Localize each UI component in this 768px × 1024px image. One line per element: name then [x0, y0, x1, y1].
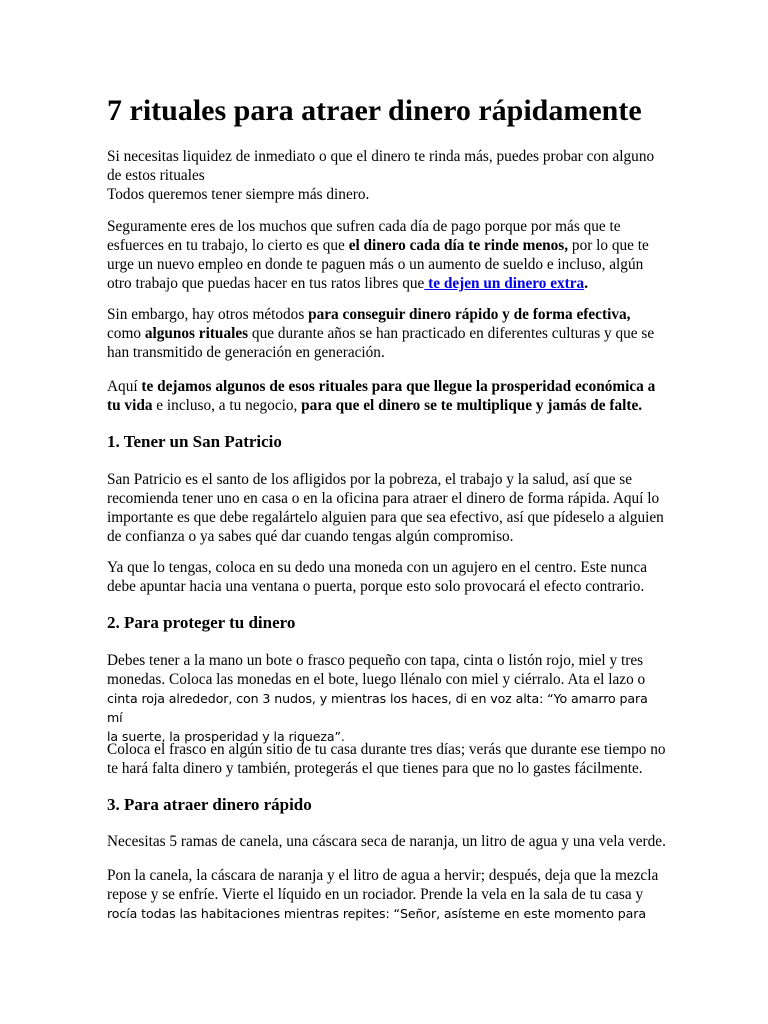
- paragraph-3-bold-2: algunos rituales: [144, 325, 249, 342]
- section-3-quote-line: rocía todas las habitaciones mientras repites: “Señor, asísteme en este momento para: [107, 906, 646, 921]
- paragraph-4: [107, 377, 667, 415]
- section-3-paragraph-1: Necesitas 5 ramas de canela, una cáscara seca de naranja, un litro de agua y una vela verde.: [107, 833, 666, 850]
- section-1-paragraph-1: San Patricio es el santo de los afligidos por la pobreza, el trabajo y la salud, así que se recomienda tener uno en casa o en la oficina para atraer el dinero de forma rápida. Aquí lo importante es que debe regalártelo alguien para que sea efectivo, así que pídeselo a alguien de confianza o ya sabes qué dar cuando tengas algún compromiso.: [107, 471, 664, 545]
- section-2-quote-line-2: la suerte, la prosperidad y la riqueza”.: [107, 729, 345, 744]
- article-title: 7 rituales para atraer dinero rápidamente: [107, 94, 642, 127]
- section-1-heading: 1. Tener un San Patricio: [107, 432, 282, 451]
- extra-money-link[interactable]: te dejen un dinero extra: [424, 275, 585, 292]
- paragraph-2: [107, 217, 667, 293]
- section-2-paragraph-2: Coloca el frasco en algún sitio de tu casa durante tres días; verás que durante ese tiempo no te hará falta dinero y también, protegerás el que tienes para que no lo gastes fácilmente.: [107, 741, 666, 777]
- intro-line-1: Si necesitas liquidez de inmediato o que el dinero te rinda más, puedes probar con alguno de estos rituales: [107, 148, 655, 184]
- paragraph-4-text: Aquí: [107, 378, 142, 395]
- paragraph-3-text-3: que durante años se han practicado en diferentes culturas y que se han transmitido de generación en generación.: [107, 325, 655, 361]
- paragraph-2-text-2: por lo que te urge un nuevo empleo en donde te paguen más o un aumento de sueldo e incluso, algún otro trabajo que puedas hacer en tus ratos libres que: [107, 237, 649, 292]
- section-3-paragraph-2: [107, 866, 667, 923]
- intro-paragraph: [107, 147, 667, 204]
- paragraph-3: [107, 305, 667, 362]
- paragraph-3-bold: para conseguir dinero rápido y de forma efectiva,: [308, 306, 631, 323]
- section-2-quote-line-1: cinta roja alrededor, con 3 nudos, y mientras los haces, di en voz alta: “Yo amarro para mí: [107, 691, 648, 725]
- section-2-paragraph-1-text: Debes tener a la mano un bote o frasco pequeño con tapa, cinta o listón rojo, miel y tres monedas. Coloca las monedas en el bote, luego llénalo con miel y ciérralo. Ata el lazo o: [107, 652, 646, 688]
- paragraph-2-period: .: [584, 275, 589, 292]
- paragraph-3-text: Sin embargo, hay otros métodos: [107, 306, 309, 323]
- paragraph-3-text-2: como: [107, 325, 145, 342]
- paragraph-2-bold: el dinero cada día te rinde menos,: [348, 237, 569, 254]
- section-2-heading: 2. Para proteger tu dinero: [107, 613, 296, 632]
- intro-line-2: Todos queremos tener siempre más dinero.: [107, 186, 370, 203]
- paragraph-4-bold: te dejamos algunos de esos rituales para que llegue la prosperidad económica a tu vida: [107, 378, 656, 414]
- paragraph-2-text: Seguramente eres de los muchos que sufren cada día de pago porque por más que te esfuerces en tu trabajo, lo cierto es que: [107, 218, 621, 254]
- paragraph-4-bold-2: para que el dinero se te multiplique y jamás de falte.: [301, 397, 643, 414]
- section-2-paragraph-1: [107, 651, 667, 746]
- section-3-heading: 3. Para atraer dinero rápido: [107, 795, 312, 814]
- section-1-paragraph-2: Ya que lo tengas, coloca en su dedo una moneda con un agujero en el centro. Este nunca debe apuntar hacia una ventana o puerta, porque esto solo provocará el efecto contrario.: [107, 559, 648, 595]
- paragraph-4-text-2: e incluso, a tu negocio,: [152, 397, 302, 414]
- section-3-paragraph-2-text: Pon la canela, la cáscara de naranja y el litro de agua a hervir; después, deja que la mezcla repose y se enfríe. Vierte el líquido en un rociador. Prende la vela en la sala de tu casa y: [107, 867, 659, 903]
